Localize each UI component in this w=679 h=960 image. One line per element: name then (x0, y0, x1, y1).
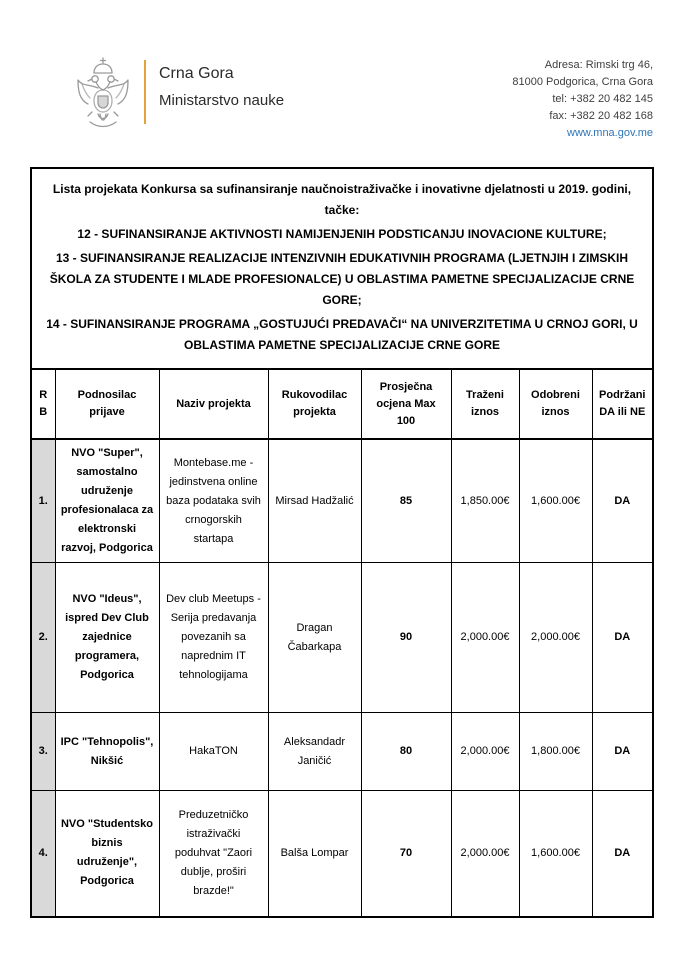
cell-approved-amount: 1,800.00€ (519, 713, 592, 791)
intro-item-13: 13 - SUFINANSIRANJE REALIZACIJE INTENZIVNIH EDUKATIVNIH PROGRAMA (LJETNJIH I ZIMSKIH ŠKOLA ZA STUDENTE I MLADE PROFESIONALCE) U OBLASTIMA PAMETNE SPECIJALIZACIJE CRNE GORE; (49, 251, 635, 307)
cell-rb: 2. (31, 563, 55, 713)
intro-title: Lista projekata Konkursa sa sufinansiranje naučnoistraživačke i inovativne djelatnosti u 2019. godini, tačke: (52, 182, 632, 217)
cell-approved-amount: 1,600.00€ (519, 439, 592, 563)
cell-project: Montebase.me - jedinstvena online baza podataka svih crnogorskih startapa (159, 439, 268, 563)
address-block (512, 56, 653, 142)
cell-requested-amount: 2,000.00€ (451, 713, 519, 791)
cell-leader: Dragan Čabarkapa (268, 563, 361, 713)
col-header-applicant: Podnosilac prijave (55, 369, 159, 439)
cell-supported: DA (592, 439, 653, 563)
projects-table (30, 167, 654, 918)
cell-rb: 1. (31, 439, 55, 563)
address-line-1: Adresa: Rimski trg 46, (544, 59, 653, 71)
cell-leader: Aleksandadr Janičić (268, 713, 361, 791)
brand-ministry: Ministarstvo nauke (159, 92, 285, 109)
col-header-leader: Rukovodilac projekta (268, 369, 361, 439)
col-header-project: Naziv projekta (159, 369, 268, 439)
table-row (31, 791, 653, 917)
brand (74, 56, 284, 128)
cell-supported: DA (592, 791, 653, 917)
address-line-4: fax: +382 20 482 168 (549, 110, 653, 122)
cell-supported: DA (592, 563, 653, 713)
cell-applicant: NVO "Studentsko biznis udruženje", Podgorica (55, 791, 159, 917)
cell-score: 70 (361, 791, 451, 917)
cell-rb: 4. (31, 791, 55, 917)
website-link[interactable]: www.mna.gov.me (567, 127, 653, 139)
brand-divider (144, 60, 146, 124)
col-header-score: Prosječna ocjena Max 100 (361, 369, 451, 439)
letterhead (0, 0, 679, 142)
col-header-requested: Traženi iznos (451, 369, 519, 439)
address-line-3: tel: +382 20 482 145 (552, 93, 653, 105)
coat-of-arms-icon (74, 56, 132, 128)
col-header-supported: Podržani DA ili NE (592, 369, 653, 439)
cell-applicant: IPC "Tehnopolis", Nikšić (55, 713, 159, 791)
cell-score: 80 (361, 713, 451, 791)
table-row (31, 563, 653, 713)
cell-project: HakaTON (159, 713, 268, 791)
table-header-row (31, 369, 653, 439)
cell-supported: DA (592, 713, 653, 791)
cell-requested-amount: 1,850.00€ (451, 439, 519, 563)
table-intro-row (31, 168, 653, 369)
cell-project: Dev club Meetups - Serija predavanja povezanih sa naprednim IT tehnologijama (159, 563, 268, 713)
brand-text (159, 56, 284, 109)
cell-project: Preduzetničko istraživački poduhvat "Zaori dublje, proširi brazde!" (159, 791, 268, 917)
cell-approved-amount: 1,600.00€ (519, 791, 592, 917)
cell-approved-amount: 2,000.00€ (519, 563, 592, 713)
cell-requested-amount: 2,000.00€ (451, 563, 519, 713)
cell-leader: Mirsad Hadžalić (268, 439, 361, 563)
brand-country: Crna Gora (159, 65, 234, 82)
intro-item-12: 12 - SUFINANSIRANJE AKTIVNOSTI NAMIJENJENIH PODSTICANJU INOVACIONE KULTURE; (77, 227, 607, 241)
cell-requested-amount: 2,000.00€ (451, 791, 519, 917)
col-header-approved: Odobreni iznos (519, 369, 592, 439)
cell-score: 85 (361, 439, 451, 563)
address-line-2: 81000 Podgorica, Crna Gora (512, 76, 653, 88)
table-row (31, 439, 653, 563)
cell-leader: Balša Lompar (268, 791, 361, 917)
table-row (31, 713, 653, 791)
cell-score: 90 (361, 563, 451, 713)
col-header-rb: RB (31, 369, 55, 439)
cell-applicant: NVO "Ideus", ispred Dev Club zajednice programera, Podgorica (55, 563, 159, 713)
cell-rb: 3. (31, 713, 55, 791)
cell-applicant: NVO "Super", samostalno udruženje profesionalaca za elektronski razvoj, Podgorica (55, 439, 159, 563)
intro-item-14: 14 - SUFINANSIRANJE PROGRAMA „GOSTUJUĆI PREDAVAČI“ NA UNIVERZITETIMA U CRNOJ GORI, U OBLASTIMA PAMETNE SPECIJALIZACIJE CRNE GORE (46, 317, 638, 352)
